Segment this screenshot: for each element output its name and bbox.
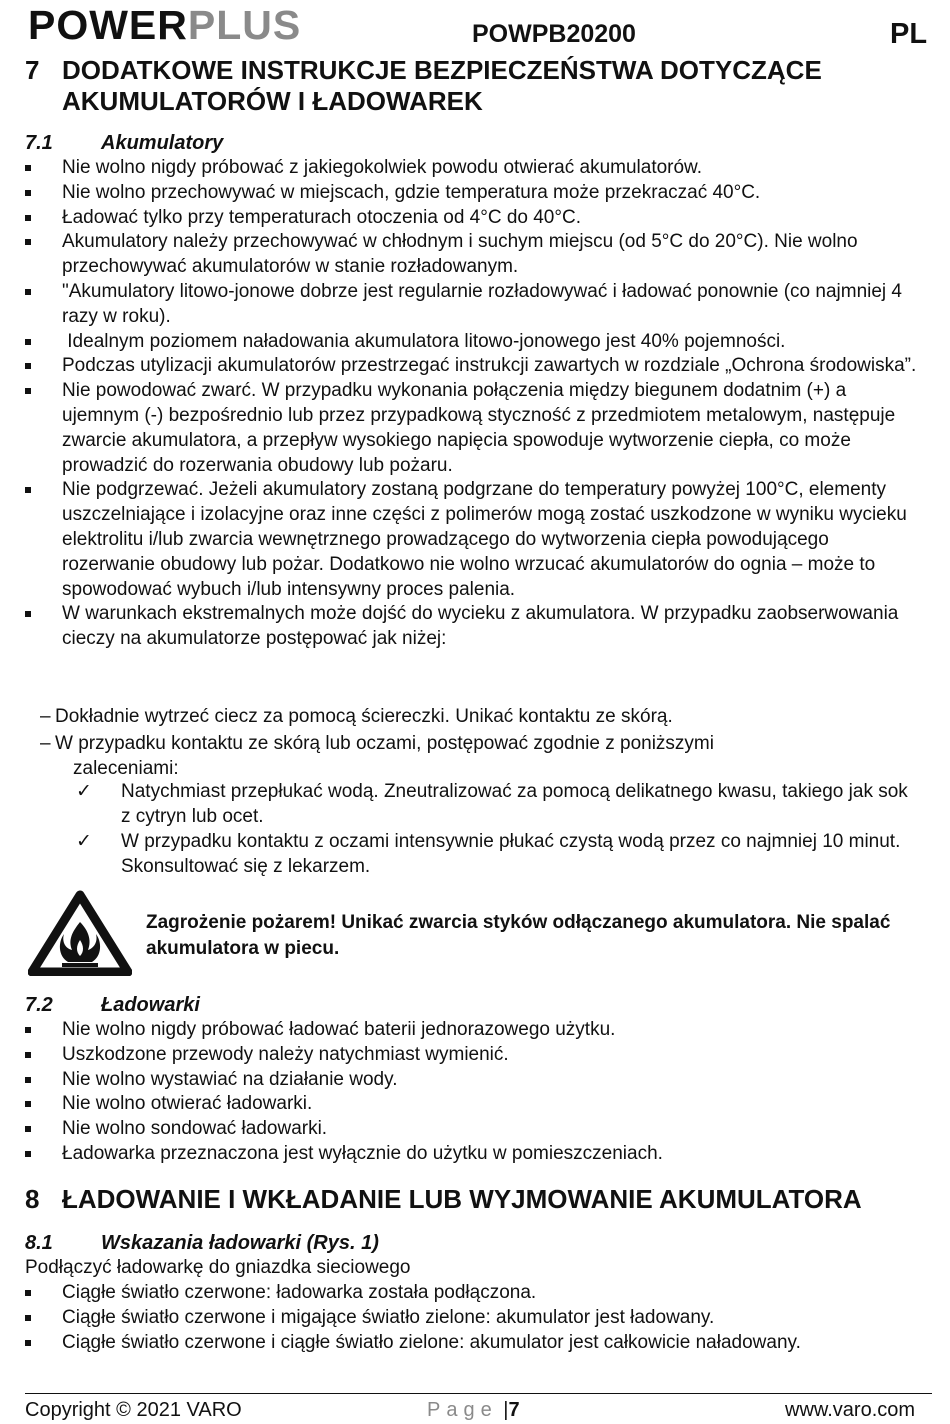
square-bullet-icon — [25, 1151, 31, 1157]
list-item: Ciągłe światło czerwone: ładowarka została podłączona. — [25, 1281, 925, 1306]
dash-marker: – — [40, 733, 51, 754]
subsection-number: 7.1 — [25, 132, 53, 154]
square-bullet-icon — [25, 1290, 31, 1296]
square-bullet-icon — [25, 1052, 31, 1058]
page-label: Page — [427, 1399, 498, 1421]
battery-safety-list — [25, 156, 925, 652]
subsection-number: 7.2 — [25, 994, 53, 1016]
charger-indicator-list — [25, 1281, 925, 1355]
list-item: Ciągłe światło czerwone i migające światło zielone: akumulator jest ładowany. — [25, 1306, 925, 1331]
subsection-number: 8.1 — [25, 1232, 53, 1254]
square-bullet-icon — [25, 190, 31, 196]
check-mark-icon: ✓ — [76, 781, 92, 802]
square-bullet-icon — [25, 611, 31, 617]
footer-copyright: Copyright © 2021 VARO — [25, 1399, 242, 1421]
square-bullet-icon — [25, 363, 31, 369]
recommendation-2: ✓ W przypadku kontaktu z oczami intensywnie płukać czystą wodą przez co najmniej 10 minut. Skonsultować się z lekarzem. — [76, 831, 901, 877]
section-8-heading — [25, 1184, 925, 1216]
footer-page — [427, 1398, 520, 1422]
section-title: ŁADOWANIE I WKŁADANIE LUB WYJMOWANIE AKUMULATORA — [62, 1184, 862, 1214]
section-number: 8 — [25, 1184, 40, 1214]
list-item: Nie wolno sondować ładowarki. — [25, 1117, 925, 1142]
charger-intro-text: Podłączyć ładowarkę do gniazdka sieciowego — [25, 1257, 411, 1278]
list-item: Nie wolno wystawiać na działanie wody. — [25, 1068, 925, 1093]
square-bullet-icon — [25, 289, 31, 295]
list-item: Nie podgrzewać. Jeżeli akumulatory zostaną podgrzane do temperatury powyżej 100°C, elementy uszczelniające i izolacyjne oraz inne części z polimerów mogą zostać uszkodzone w wyniku wycieku elektrolitu i/lub zwarcia wewnętrznego prowadzącego do wytworzenia ciepła powodującego rozerwanie obudowy lub pożar. Dodatkowo nie wolno wrzucać akumulatorów do ognia – może to spowodować wybuch i/lub intensywny proces palenia. — [25, 478, 925, 602]
subsection-title: Akumulatory — [101, 132, 224, 154]
square-bullet-icon — [25, 1126, 31, 1132]
fire-warning-text: Zagrożenie pożarem! Unikać zwarcia styków odłączanego akumulatora. Nie spalać akumulatora w piecu. — [146, 912, 891, 959]
section-number: 7 — [25, 55, 40, 85]
list-item: Ładowarka przeznaczona jest wyłącznie do użytku w pomieszczeniach. — [25, 1142, 925, 1167]
dash-marker: – — [40, 706, 51, 727]
logo-text-power: POWER — [28, 2, 188, 48]
page-number: 7 — [508, 1399, 520, 1421]
page-separator: | — [503, 1399, 509, 1421]
list-item: Akumulatory należy przechowywać w chłodnym i suchym miejscu (od 5°C do 20°C). Nie wolno przechowywać akumulatorów w stanie rozładowanym. — [25, 230, 925, 280]
footer-divider — [25, 1393, 932, 1394]
leak-instruction-2: – W przypadku kontaktu ze skórą lub oczami, postępować zgodnie z poniższymi zaleceniami: — [40, 733, 714, 779]
square-bullet-icon — [25, 1315, 31, 1321]
leak-instruction-1: – Dokładnie wytrzeć ciecz za pomocą ściereczki. Unikać kontaktu ze skórą. — [40, 705, 920, 730]
section-7-heading — [25, 55, 925, 119]
list-item: Nie powodować zwarć. W przypadku wykonania połączenia między biegunem dodatnim (+) a ujemnym (-) bezpośrednio lub przez przypadkową styczność z przedmiotem metalowym, następuje zwarcie akumulatora, a przepływ wysokiego napięcia spowoduje wytworzenie ciepła, co może prowadzić do rozerwania obudowy lub pożaru. — [25, 379, 925, 478]
section-title: DODATKOWE INSTRUKCJE BEZPIECZEŃSTWA DOTYCZĄCE AKUMULATORÓW I ŁADOWAREK — [62, 55, 822, 116]
subsection-title: Ładowarki — [101, 994, 200, 1016]
square-bullet-icon — [25, 388, 31, 394]
list-item: Idealnym poziomem naładowania akumulatora litowo-jonowego jest 40% pojemności. — [25, 330, 925, 355]
list-item: "Akumulatory litowo-jonowe dobrze jest regularnie rozładowywać i ładować ponownie (co najmniej 4 razy w roku). — [25, 280, 925, 330]
list-item: Nie wolno nigdy próbować z jakiegokolwiek powodu otwierać akumulatorów. — [25, 156, 925, 181]
footer-website: www.varo.com — [785, 1399, 916, 1421]
model-number: POWPB20200 — [472, 20, 636, 48]
subsection-8-1-heading — [25, 1231, 625, 1255]
list-item: Uszkodzone przewody należy natychmiast wymienić. — [25, 1043, 925, 1068]
brand-logo — [28, 2, 301, 48]
subsection-7-1-heading — [25, 131, 525, 155]
list-item: W warunkach ekstremalnych może dojść do wycieku z akumulatora. W przypadku zaobserwowania cieczy na akumulatorze postępować jak niżej: — [25, 602, 925, 652]
list-item: Ciągłe światło czerwone i ciągłe światło zielone: akumulator jest całkowicie naładowany. — [25, 1331, 925, 1356]
square-bullet-icon — [25, 165, 31, 171]
square-bullet-icon — [25, 1077, 31, 1083]
subsection-7-2-heading — [25, 993, 525, 1017]
list-item: Podczas utylizacji akumulatorów przestrzegać instrukcji zawartych w rozdziale „Ochrona środowiska”. — [25, 354, 925, 379]
recommendation-1: ✓ Natychmiast przepłukać wodą. Zneutralizować za pomocą delikatnego kwasu, takiego jak sok z cytryn lub ocet. — [76, 781, 908, 827]
list-item: Nie wolno przechowywać w miejscach, gdzie temperatura może przekraczać 40°C. — [25, 181, 925, 206]
list-item: Nie wolno otwierać ładowarki. — [25, 1092, 925, 1117]
square-bullet-icon — [25, 239, 31, 245]
check-mark-icon: ✓ — [76, 831, 92, 852]
fire-hazard-warning-icon — [28, 890, 132, 976]
list-item: Nie wolno nigdy próbować ładować baterii jednorazowego użytku. — [25, 1018, 925, 1043]
square-bullet-icon — [25, 487, 31, 493]
subsection-title: Wskazania ładowarki (Rys. 1) — [101, 1232, 379, 1254]
square-bullet-icon — [25, 339, 31, 345]
logo-text-plus: PLUS — [187, 2, 302, 48]
square-bullet-icon — [25, 1027, 31, 1033]
charger-safety-list — [25, 1018, 925, 1167]
square-bullet-icon — [25, 1101, 31, 1107]
list-item: Ładować tylko przy temperaturach otoczenia od 4°C do 40°C. — [25, 206, 925, 231]
language-code: PL — [890, 18, 928, 50]
square-bullet-icon — [25, 215, 31, 221]
square-bullet-icon — [25, 1340, 31, 1346]
